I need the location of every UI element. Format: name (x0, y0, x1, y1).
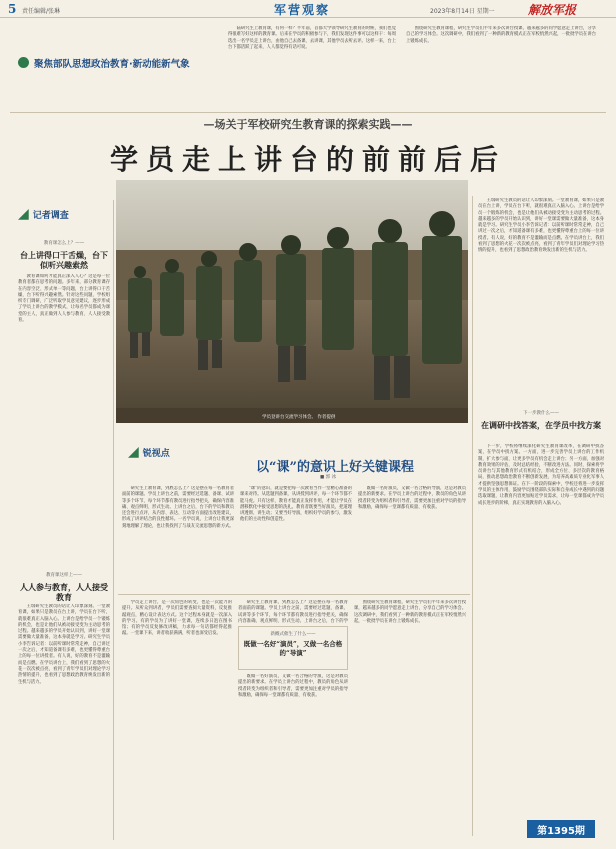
sub3-title: 在调研中找答案，在学员中找方案 (481, 420, 601, 430)
paragraph: 既做一名好演员，又做一名合格的导演，这是对教员提出的新要求。在学员上讲台的过程中，教员的角色从讲授者转变为组织者和引导者，需要更加注重对学员的指导和激励，确保每一堂课都有质量、有收获。 (358, 486, 466, 510)
paragraph: 围绕研究生教育课程，研究生学员们半年来多次讲台授课，越来越多的同学愿意走上讲台，分享自己的学习体会。这次调研中，我们看到了一种新的教育模式正在军校悄然兴起，一批批学员在讲台上锻炼成长。 (354, 600, 466, 624)
sub3-text (478, 444, 604, 814)
editor-credit: 责任编辑/张琳 (22, 8, 61, 15)
section-marker-icon: ◢ (128, 444, 139, 460)
comment-title: 以“课”的意识上好关键课程 (256, 460, 414, 475)
comment-text-2 (240, 486, 352, 590)
paragraph: 王瑞研究生教员的话让人印象深刻。一堂教育课，如果只是教员在台上讲，学员在台下听，就很难真正入脑入心。上讲台是给学员一个锻炼的机会，也是让他们从被动接受变为主动思考的过程。越来越多的学员开始认识到，讲好一堂课需要做大量准备，这本身就是学习。研究生学员小李告诉记者：以前听课时常常走神，自己讲过一次之后，才知道备课有多难，也更懂得尊重台上的每一位讲授者。有人说，好的教育不是灌输而是点燃。在学员讲台上，我们看到了思想的火花一次次被点亮，看到了青年学员们对理论学习热情的提升，也看到了思想政治教育焕发出新的生机与活力。 (478, 198, 604, 254)
divider (10, 112, 606, 113)
sub2-lead: 教育课这样上—— (46, 573, 82, 578)
paragraph: 陆研究生上教育课，有何一样？半年前，首都大学领导研究生教育的时候，我们也觉得很难写好这样的教育课。后来在学员的积极参与下，我们发现这件事可以这样干：每周选出一名学员走上讲台，由他自己去备课、去讲课，其他学员去听去评。这样一来，台上台下都活跃了起来，人人都觉得有话可说。 (228, 26, 396, 50)
divider (118, 594, 470, 595)
sub1-lead: 教育课怎么上？—— (43, 241, 85, 246)
sub3-lead: 下一步教什么—— (523, 411, 559, 416)
body-text-1 (122, 600, 232, 838)
right-column-text (478, 198, 604, 393)
paragraph: 研究生上教育课，到底怎么上？这是摆在每一名教育者面前的课题。学员上讲台之前，需要经过选题、备课、试讲等多个环节，每个环节都有教员进行指导把关，确保内容准确、观点鲜明、形式生动。上讲台之后，台下的学 (238, 600, 348, 624)
column-rule (113, 200, 114, 840)
comment-text-1 (122, 486, 234, 590)
page-number: 5 (8, 2, 17, 16)
paragraph: 下一步，学校将继续深化研究生教育课改革，在调研中找答案，在学员中找方案。一方面，进一步完善学员上讲台的工作机制，扩大参与面，让更多学员有机会走上讲台；另一方面，加强对教育效果的评估，及时总结经验，不断改进方法。同时，探索将学员讲台与其他教育形式有机结合，形成全方位、多层次的教育格局，推动思想政治教育不断创新发展，为培养高素质专业化军事人才提供坚强思想保证。在下一阶段的探索中，学校还将进一步发挥学员的主体作用，鼓励学员围绕部队实际和自身成长中遇到的问题选取课题，让教育内容更加贴近学员需求，让每一堂课都成为学员成长进步的阶梯，真正实现教育的入脑入心。 (478, 444, 604, 506)
feature-a-text-1 (228, 26, 396, 110)
comment-byline: ■ 郭 冰 (320, 475, 337, 480)
comment-text-3 (358, 486, 466, 590)
comment-section-label (128, 444, 170, 460)
reporter-section-text: 记者调查 (32, 210, 69, 221)
paragraph: 教育课如何才能真正深入人心？这是每一位教育者都在思考的问题。多年来，部分教育课存在内容空泛、形式单一等问题，台上讲得口干舌燥，台下听得兴趣索然。针对这些问题，学校组织专门调研，广泛听取学员意见建议，逐步形成了学员上讲台的教学模式，让每名学员都成为课堂的主人，真正做到人人参与教育、人人接受教育。 (18, 274, 110, 324)
newspaper-logo: 解放军报 (528, 3, 577, 17)
issue-badge: 第1395期 (527, 820, 595, 838)
sub2-title: 人人参与教育，人人接受教育 (20, 582, 108, 602)
banner-bullet-icon (18, 57, 29, 68)
body-text-3 (354, 600, 466, 838)
section-title: 军营观察 (274, 3, 331, 17)
main-headline: 学员走上讲台的前前后后 (109, 143, 506, 176)
paragraph: 既做一名好演员，又做一名合格的导演，这是对教员提出的新要求。在学员上讲台的过程中，教员的角色从讲授者转变为组织者和引导者，需要更加注重对学员的指导和激励，确保每一堂课都有质量、有收获。 (238, 674, 348, 698)
inset-box (238, 626, 348, 670)
body-text-2a (238, 600, 348, 624)
soldiers-marching-photo (116, 180, 468, 423)
paragraph: 学员走上讲台，是一次角色的转变，也是一次能力的提升。从听众到讲者，学员们需要查阅大量资料，反复推敲观点，精心设计表达方式。这个过程本身就是一次深入的学习。有的学员为了讲好一堂课，连续多日泡在图书馆；有的学员反复修改讲稿，力求每一句话都经得起推敲。一堂课下来，讲者收获满满，听者也深受启发。 (122, 600, 232, 637)
feature-banner-title: 聚焦部队思想政治教育·新动能新气象 (34, 58, 190, 70)
sub1-title: 台上讲得口干舌燥，台下似听兴趣索然 (20, 250, 108, 270)
paragraph: 研究生上教育课，到底怎么上？这是摆在每一名教育者面前的课题。学员上讲台之前，需要经过选题、备课、试讲等多个环节，每个环节都有教员进行指导把关，确保内容准确、观点鲜明、形式生动。上讲台之后，台下的学员和教员还会进行点评，从内容、表达、互动等方面提出改进建议，形成了讲评结合的良性循环。一名学员说，上讲台让我更深刻地理解了理论，也让我找到了与战友交流思想的新方式。 (122, 486, 234, 529)
feature-banner (18, 54, 218, 71)
paragraph: 王瑞研究生教员的话让人印象深刻。一堂教育课，如果只是教员在台上讲，学员在台下听，就很难真正入脑入心。上讲台是给学员一个锻炼的机会，也是让他们从被动接受变为主动思考的过程。越来越多的学员开始认识到，讲好一堂课需要做大量准备，这本身就是学习。研究生学员小李告诉记者：以前听课时常常走神，自己讲过一次之后，才知道备课有多难，也更懂得尊重台上的每一位讲授者。有人说，好的教育不是灌输而是点燃。在学员讲台上，我们看到了思想的火花一次次被点亮，看到了青年学员们对理论学习热情的提升，也看到了思想政治教育焕发出新的生机与活力。 (18, 604, 110, 685)
column-rule (472, 196, 473, 836)
page-header (0, 0, 616, 18)
inset-lead: 新概式催生了什么—— (270, 632, 316, 637)
feature-a-text-2 (406, 26, 596, 110)
paragraph: 围绕研究生教育课程，研究生学员们半年来多次讲台授课，越来越多的同学愿意走上讲台，分享自己的学习体会。这次调研中，我们看到了一种新的教育模式正在军校悄然兴起，一批批学员在讲台上锻炼成长。 (406, 26, 596, 44)
sub1-text (18, 274, 110, 564)
body-text-2b (238, 674, 348, 838)
photo-caption: 学员登讲台交流学习体会。 作者提供 (262, 415, 336, 420)
reporter-section-label (18, 206, 69, 222)
sub2-text (18, 604, 110, 836)
kicker: —场关于军校研究生教育课的探索实践—— (203, 118, 413, 131)
issue-date: 2023年8月14日 星期一 (430, 8, 495, 15)
section-marker-icon: ◢ (18, 206, 29, 222)
inset-title: 既做一名好“演员”，又做一名合格的“导演” (243, 640, 343, 657)
paragraph: “课”的意识，就是要把每一次教育当作一堂精心准备的课来对待。从选题到备课，从讲授到讲评，每一个环节都不能马虎。只有这样，教育才能真正发挥作用，才能让学员在潜移默化中接受思想的洗礼。教育者既要当好演员，把道理讲透彻、讲生动；又要当好导演，组织好学员的参与，激发他们的主动性和创造性。 (240, 486, 352, 523)
comment-section-text: 锐视点 (142, 448, 170, 459)
